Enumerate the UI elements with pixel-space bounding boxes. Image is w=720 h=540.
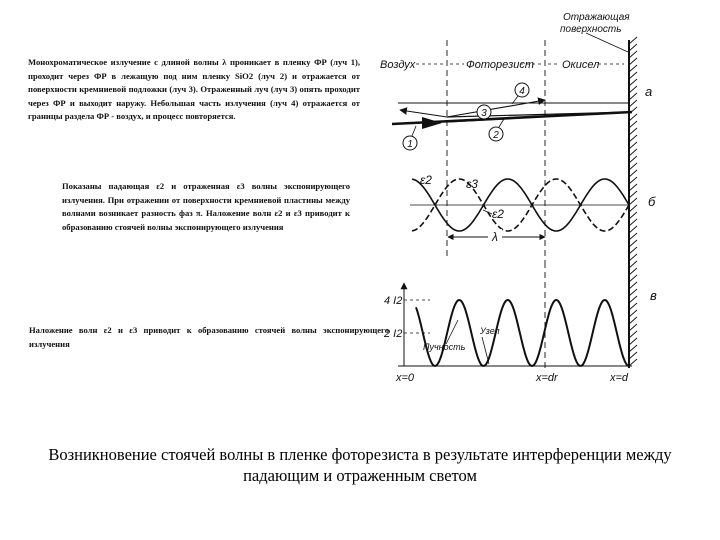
antinode-label: Пучность xyxy=(423,342,466,352)
svg-text:3: 3 xyxy=(481,108,487,119)
reflecting-surface-label-line2: поверхность xyxy=(560,24,622,35)
standing-wave-intensity-curve xyxy=(416,300,629,366)
surface-hatch-line xyxy=(629,191,637,198)
svg-text:1: 1 xyxy=(407,139,413,150)
surface-hatch-line xyxy=(629,149,637,156)
ray-2-marker xyxy=(489,119,504,141)
surface-hatch-line xyxy=(629,100,637,107)
surface-hatch-line xyxy=(629,114,637,121)
surface-hatch-line xyxy=(629,107,637,114)
description-paragraph-rays: Монохроматическое излучение с длиной волны λ проникает в пленку ФР (луч 1), проходит через ФР в лежащую под ним пленку SiO2 (луч 2) и отражается от поверхности кремниевой подложки (луч 3). Отраженный луч (луч 3) опять проходит через ФР и выходит наружу. Небольшая часть излучения (луч 4) отражается от границы раздела ФР - воздух, и процесс повторяется. xyxy=(28,57,360,122)
surface-hatch-line xyxy=(629,219,637,226)
surface-hatch-line xyxy=(629,205,637,212)
description-paragraph-standing-wave: Наложение волн ε2 и ε3 приводит к образованию стоячей волны экспонирующего излучения xyxy=(29,325,389,349)
surface-hatch-line xyxy=(629,72,637,79)
air-label: Воздух xyxy=(380,59,416,71)
surface-hatch-line xyxy=(629,268,637,275)
eps2-left-label: ε2 xyxy=(420,173,432,187)
reflecting-surface xyxy=(629,37,637,368)
surface-hatch-line xyxy=(629,359,637,366)
surface-hatch-line xyxy=(629,352,637,359)
panel-b-waves xyxy=(410,160,656,262)
surface-hatch-line xyxy=(629,128,637,135)
surface-hatch-line xyxy=(629,247,637,254)
surface-hatch-line xyxy=(629,121,637,128)
description-paragraph-waves: Показаны падающая ε2 и отраженная ε3 волны экспонирующего излучения. При отражении от поверхности кремниевой пластины между волнами возникает разность фаз π. Наложение волн ε2 и ε3 приводит к образованию стоячей волны экспонирующего излучения xyxy=(62,181,350,232)
panel-v-label: в xyxy=(650,288,657,303)
surface-hatch-line xyxy=(629,254,637,261)
eps2-mid-label: ε2 xyxy=(492,207,504,221)
xdr-label: x=dr xyxy=(536,372,558,384)
y-label-2I2: 2 I2 xyxy=(384,328,403,340)
incident-arrowhead xyxy=(422,117,442,129)
panel-a-rays xyxy=(380,12,652,160)
surface-hatch-line xyxy=(629,58,637,65)
oxide-label: Окисел xyxy=(562,59,600,71)
surface-hatch-line xyxy=(629,233,637,240)
lambda-label: λ xyxy=(492,230,498,244)
ray-3-marker xyxy=(477,105,491,119)
surface-hatch-line xyxy=(629,310,637,317)
svg-text:4: 4 xyxy=(519,86,525,97)
surface-hatch-line xyxy=(629,142,637,149)
ray-2-transmitted xyxy=(447,112,632,122)
surface-hatch-line xyxy=(629,303,637,310)
xd-label: x=d xyxy=(610,372,629,384)
surface-hatch-line xyxy=(629,65,637,72)
ray-1-marker xyxy=(403,126,417,150)
surface-hatch-line xyxy=(629,79,637,86)
surface-hatch-line xyxy=(629,93,637,100)
surface-hatch-line xyxy=(629,184,637,191)
surface-hatch-line xyxy=(629,156,637,163)
surface-hatch-line xyxy=(629,51,637,58)
surface-hatch-line xyxy=(629,86,637,93)
x0-label: x=0 xyxy=(396,372,415,384)
reflecting-surface-pointer xyxy=(586,33,628,52)
surface-hatch-line xyxy=(629,331,637,338)
surface-hatch-line xyxy=(629,338,637,345)
ray-4-marker xyxy=(512,83,529,104)
surface-hatch-line xyxy=(629,212,637,219)
y-label-4I2: 4 I2 xyxy=(384,295,403,307)
ray-3-exit xyxy=(400,110,447,117)
panel-b-label: б xyxy=(648,194,656,209)
photoresist-label: Фоторезист xyxy=(466,59,535,71)
surface-hatch-line xyxy=(629,261,637,268)
surface-hatch-line xyxy=(629,345,637,352)
surface-hatch-line xyxy=(629,163,637,170)
surface-hatch-line xyxy=(629,177,637,184)
surface-hatch-line xyxy=(629,198,637,205)
reflecting-surface-label-line1: Отражающая xyxy=(563,12,630,23)
surface-hatch-line xyxy=(629,296,637,303)
surface-hatch-line xyxy=(629,289,637,296)
surface-hatch-line xyxy=(629,324,637,331)
svg-text:2: 2 xyxy=(493,130,499,141)
surface-hatch-line xyxy=(629,37,637,44)
surface-hatch-line xyxy=(629,240,637,247)
eps3-label: ε3 xyxy=(466,177,478,191)
panel-v-standing-wave xyxy=(383,262,657,384)
figure-caption: Возникновение стоячей волны в пленке фоторезиста в результате интерференции между падающим и отраженным светом xyxy=(48,445,672,485)
surface-hatch-line xyxy=(629,226,637,233)
surface-hatch-line xyxy=(629,275,637,282)
surface-hatch-line xyxy=(629,135,637,142)
surface-hatch-line xyxy=(629,170,637,177)
panel-a-label: а xyxy=(645,84,653,99)
surface-hatch-line xyxy=(629,44,637,51)
surface-hatch-line xyxy=(629,282,637,289)
node-label: Узел xyxy=(480,326,500,336)
surface-hatch-line xyxy=(629,317,637,324)
